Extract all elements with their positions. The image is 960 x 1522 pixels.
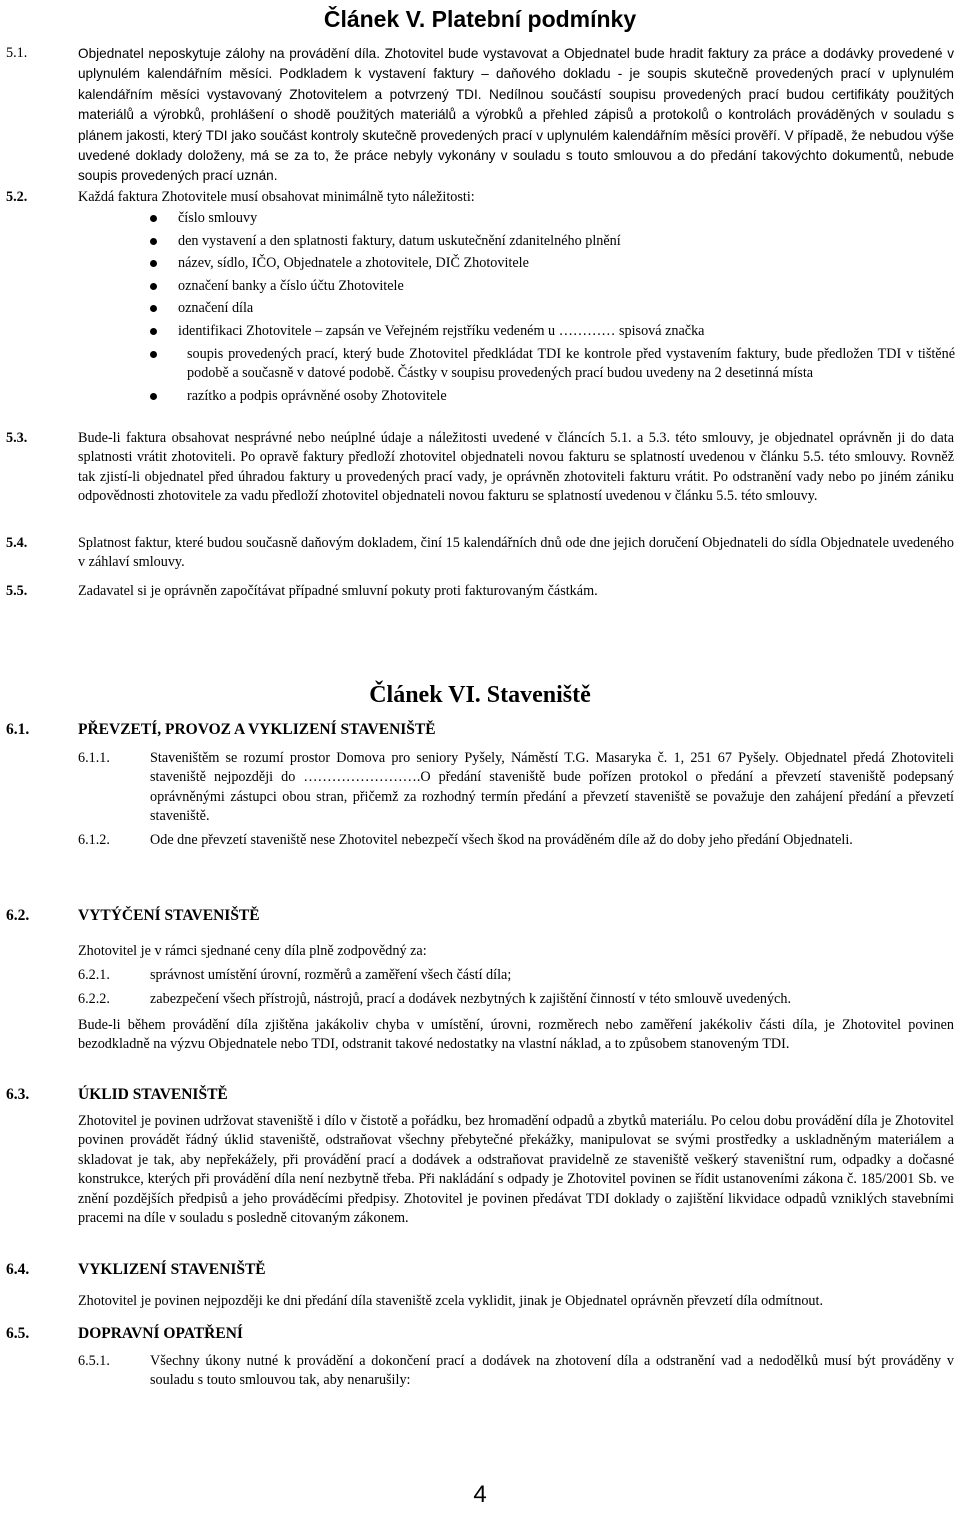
bullet-icon: [150, 305, 157, 312]
section-6-3-text: Zhotovitel je povinen udržovat staveniště i dílo v čistotě a pořádku, bez hromadění odpadů a zbytků materiálu. Po celou dobu provádění díla je Zhotovitel povinen provádět řádný úklid staveniště, odstraňovat všechny přebytečné překážky, manipulovat se svými prostředky a uskladněným materiálem a skladovat je tak, aby nepřekážely, při provádění prací a dodávek a odstraňovat pravidelně ze staveniště veškerý staveništní rum, odpadky a dočasné konstrukce, kterých při provádění díla není nezbytně třeba. Při nakládání s odpady je Zhotovitel povinen se řídit ustanoveními zákona č. 185/2001 Sb. ve znění pozdějších předpisů a jeho prováděcími předpisy. Zhotovitel je povinen předávat TDI doklady o zajištění likvidace odpadů vzniklých stavebními pracemi na díle v souladu s posledně citovaným zákonem.: [78, 1113, 954, 1227]
bullet-icon: [150, 393, 157, 400]
clause-number: 5.2.: [6, 189, 28, 205]
section-6-2-outro: Bude-li během provádění díla zjištěna jakákoliv chyba v umístění, úrovni, rozměrech nebo zaměření jakékoliv části díla, je Zhotovitel povinen bezodkladně na výzvu Objednatele nebo TDI, odstranit takové nedostatky na vlastní náklad, a to způsobem stanoveným TDI.: [78, 1017, 954, 1053]
section-title: PŘEVZETÍ, PROVOZ A VYKLIZENÍ STAVENIŠTĚ: [78, 721, 436, 738]
clause-text-part-a: Objednatel neposkytuje zálohy na provádění díla. Zhotovitel bude vystavovat a Objednatel bude hradit faktury za práce a dodávky provedené v uplynulém kalendářním měsíci.: [78, 46, 954, 82]
list-item: den vystavení a den splatnosti faktury, datum uskutečnění zdanitelného plnění: [150, 232, 955, 251]
clause-number: 5.4.: [6, 535, 28, 551]
bullet-icon: [150, 351, 157, 358]
list-item: název, sídlo, IČO, Objednatele a zhotovitele, DIČ Zhotovitele: [150, 254, 955, 273]
section-6-2-intro: Zhotovitel je v rámci sjednané ceny díla plně zodpovědný za:: [78, 943, 427, 959]
section-number: 6.4.: [6, 1261, 30, 1278]
section-title: DOPRAVNÍ OPATŘENÍ: [78, 1325, 243, 1342]
section-title: ÚKLID STAVENIŠTĚ: [78, 1086, 228, 1103]
invoice-requirements-list: [150, 209, 955, 409]
bullet-icon: [150, 215, 157, 222]
page-number: 4: [473, 1481, 487, 1508]
section-number: 6.3.: [6, 1086, 30, 1103]
section-number: 6.2.: [6, 907, 30, 924]
list-item: razítko a podpis oprávněné osoby Zhotovitele: [150, 387, 955, 406]
section-title: VYTÝČENÍ STAVENIŠTĚ: [78, 907, 260, 924]
list-item: označení díla: [150, 299, 955, 318]
bullet-icon: [150, 328, 157, 335]
clause-number: 6.1.1.: [78, 750, 110, 766]
clause-number: 6.2.2.: [78, 991, 110, 1007]
clause-text-part-b: Podkladem k vystavení faktury – daňového dokladu - je soupis skutečně provedených prací v uplynulém kalendářním měsíci vystavovaný Zhotovitelem a potvrzený TDI. Nedílnou součástí soupisu provedených prací budou certifikáty použitých materiálů a výrobků, prohlášení o shodě použitých materiálů a výrobků a přehled zápisů a protokolů o kontrolách prováděných v souladu s plánem jakosti, který TDI jako součást kontroly skutečně provedených prací v uplynulém kalendářním měsíci prověří. V případě, že nebudou výše uvedené doklady doloženy, má se za to, že práce nebyly vykonány v souladu s touto smlouvou a do předání takovýchto dokumentů, nebude soupis provedených prací uznán.: [78, 66, 955, 184]
clause-text: zabezpečení všech přístrojů, nástrojů, prací a dodávek nezbytných k zajištění činností v této smlouvě uvedených.: [150, 991, 791, 1007]
clause-intro: Každá faktura Zhotovitele musí obsahovat minimálně tyto náležitosti:: [78, 189, 475, 205]
clause-text: správnost umístění úrovní, rozměrů a zaměření všech částí díla;: [150, 967, 512, 983]
clause-text: Všechny úkony nutné k provádění a dokončení prací a dodávek na zhotovení díla a odstranění vad a nedodělků musí být prováděny v souladu s touto smlouvou tak, aby nenarušily:: [150, 1353, 954, 1389]
clause-text: [78, 44, 954, 187]
article-5-title: Článek V. Platební podmínky: [323, 6, 637, 32]
section-6-4-text: Zhotovitel je povinen nejpozději ke dni předání díla staveniště zcela vyklidit, jinak je Objednatel oprávněn převzetí díla odmítnout.: [78, 1293, 824, 1309]
bullet-icon: [150, 238, 157, 245]
clause-number: 6.5.1.: [78, 1353, 110, 1369]
clause-number: 6.1.2.: [78, 832, 110, 848]
list-item: číslo smlouvy: [150, 209, 955, 228]
clause-text: Zadavatel si je oprávněn započítávat případné smluvní pokuty proti fakturovaným částkám.: [78, 583, 598, 599]
clause-number: 5.5.: [6, 583, 28, 599]
clause-number: 5.3.: [6, 430, 28, 446]
bullet-icon: [150, 283, 157, 290]
list-item: soupis provedených prací, který bude Zhotovitel předkládat TDI ke kontrole před vystavením faktury, bude předložen TDI v tištěné podobě a současně v datové podobě. Částky v soupisu provedených prací budou uvedeny na 2 desetinná místa: [150, 345, 955, 384]
clause-text: Splatnost faktur, které budou současně daňovým dokladem, činí 15 kalendářních dnů ode dne jejich doručení Objednateli do sídla Objednatele uvedeného v záhlaví smlouvy.: [78, 535, 954, 571]
clause-text: Ode dne převzetí staveniště nese Zhotovitel nebezpečí všech škod na prováděném díle až do doby jeho předání Objednateli.: [150, 832, 853, 848]
article-6-title: Článek VI. Staveniště: [369, 682, 591, 708]
section-number: 6.5.: [6, 1325, 30, 1342]
clause-text: Bude-li faktura obsahovat nesprávné nebo neúplné údaje a náležitosti uvedené v článcích 5.1. a 5.3. této smlouvy, je objednatel oprávněn ji do data splatnosti vrátit zhotoviteli. Po opravě faktury předloží zhotovitel objednateli novou fakturu se splatností uvedenou v článku 5.5. této smlouvy. Rovněž tak zjistí-li objednatel před úhradou faktury u provedených prací vady, je oprávněn zhotoviteli fakturu vrátit. Po odstranění vady nebo po jiném zániku odpovědnosti zhotovitele za vadu předloží zhotovitel objednateli novou fakturu se splatností uvedenou v článku 5.5. této smlouvy.: [78, 430, 954, 505]
clause-number: 5.1.: [6, 45, 28, 61]
bullet-icon: [150, 260, 157, 267]
section-title: VYKLIZENÍ STAVENIŠTĚ: [78, 1261, 266, 1278]
list-item: označení banky a číslo účtu Zhotovitele: [150, 277, 955, 296]
list-item: identifikaci Zhotovitele – zapsán ve Veřejném rejstříku vedeném u ………… spisová značka: [150, 322, 955, 341]
clause-text: Staveništěm se rozumí prostor Domova pro seniory Pyšely, Náměstí T.G. Masaryka č. 1, 251 67 Pyšely. Objednatel předá Zhotoviteli staveniště nejpozději do …………………….O předání staveniště bude pořízen protokol o předání a převzetí staveniště podepsaný oprávněnými zástupci obou stran, přičemž za rozhodný termín předání a převzetí staveniště se považuje den zahájení předání a převzetí staveniště.: [150, 750, 954, 825]
section-number: 6.1.: [6, 721, 30, 738]
clause-number: 6.2.1.: [78, 967, 110, 983]
